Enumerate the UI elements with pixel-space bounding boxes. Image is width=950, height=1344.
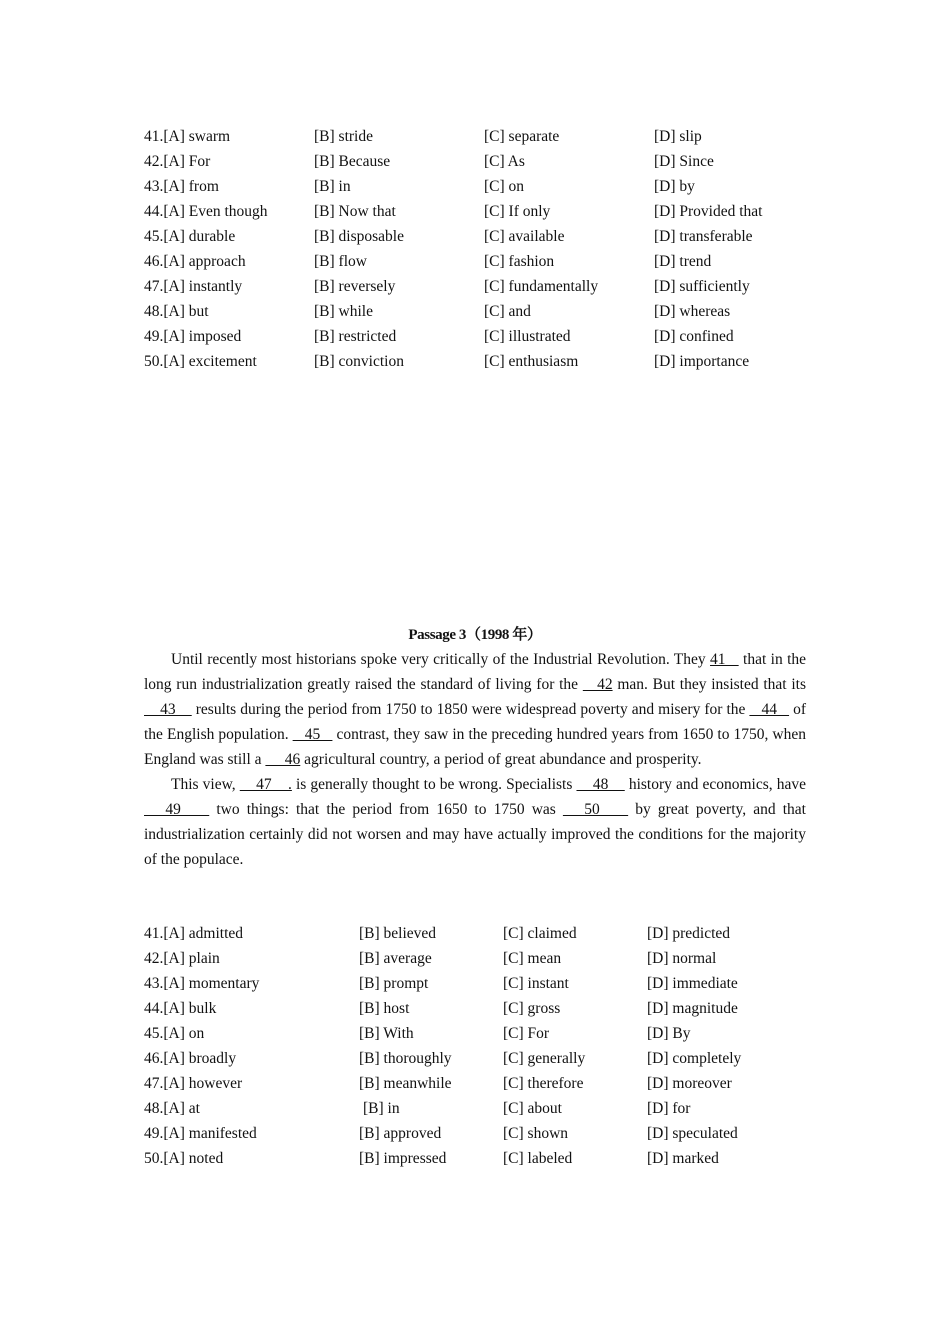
option-c: [C] generally xyxy=(503,1050,586,1067)
question-number: 45. xyxy=(144,1025,164,1042)
option-c: [C] separate xyxy=(484,128,560,145)
question-number: 47. xyxy=(144,278,164,295)
option-b: [B] reversely xyxy=(314,278,396,295)
option-b: [B] in xyxy=(314,178,351,195)
question-number: 48. xyxy=(144,1100,164,1117)
question-number: 44. xyxy=(144,1000,164,1017)
option-b: [B] conviction xyxy=(314,353,404,370)
text: This view, xyxy=(171,776,240,793)
option-c: [C] fashion xyxy=(484,253,555,270)
option-d: [D] slip xyxy=(654,128,702,145)
option-b: [B] in xyxy=(363,1100,400,1117)
question-number: 46. xyxy=(144,253,164,270)
blank-47: 47 . xyxy=(239,776,292,793)
option-b: [B] while xyxy=(314,303,373,320)
option-c: [C] about xyxy=(503,1100,562,1117)
option-a xyxy=(144,1046,236,1071)
option-a-text: [A] at xyxy=(163,1100,200,1117)
option-b: [B] host xyxy=(359,1000,410,1017)
option-c: [C] illustrated xyxy=(484,328,571,345)
option-b: [B] flow xyxy=(314,253,367,270)
option-a xyxy=(144,174,219,199)
option-a-text: [A] admitted xyxy=(163,925,244,942)
passage-paragraph-1 xyxy=(144,647,806,772)
option-c: [C] on xyxy=(484,178,525,195)
text: that in the long run industrialization greatly raised the standard of living for the xyxy=(144,651,807,693)
option-c: [C] gross xyxy=(503,1000,561,1017)
passage-paragraph-2 xyxy=(144,772,806,872)
question-number: 49. xyxy=(144,328,164,345)
option-a xyxy=(144,1146,223,1171)
option-a xyxy=(144,199,268,224)
option-a-text: [A] on xyxy=(163,1025,205,1042)
text: contrast, they saw in the preceding hundred years from 1650 to 1750, when England was still a xyxy=(144,726,807,768)
question-number: 50. xyxy=(144,1150,164,1167)
question-number: 42. xyxy=(144,153,164,170)
question-number: 43. xyxy=(144,975,164,992)
option-a-text: [A] however xyxy=(163,1075,243,1092)
question-number: 47. xyxy=(144,1075,164,1092)
option-d: [D] by xyxy=(654,178,695,195)
question-number: 41. xyxy=(144,925,164,942)
option-a xyxy=(144,124,230,149)
text: history and economics, have xyxy=(624,776,806,793)
question-number: 42. xyxy=(144,950,164,967)
option-a xyxy=(144,349,257,374)
option-a xyxy=(144,249,246,274)
option-c: [C] As xyxy=(484,153,525,170)
option-a xyxy=(144,1096,200,1121)
option-a-text: [A] swarm xyxy=(163,128,231,145)
text: agricultural country, a period of great abundance and prosperity. xyxy=(300,751,702,768)
blank-45: 45 xyxy=(292,726,333,743)
option-c: [C] and xyxy=(484,303,531,320)
option-a xyxy=(144,299,209,324)
option-a-text: [A] excitement xyxy=(163,353,257,370)
option-a-text: [A] manifested xyxy=(163,1125,257,1142)
question-number: 43. xyxy=(144,178,164,195)
option-a-text: [A] durable xyxy=(163,228,236,245)
option-c: [C] available xyxy=(484,228,565,245)
option-c: [C] shown xyxy=(503,1125,569,1142)
blank-43: 43 xyxy=(144,701,192,718)
option-b: [B] believed xyxy=(359,925,437,942)
blank-50: 50 xyxy=(562,801,629,818)
text: of the English population. xyxy=(144,701,807,743)
option-b: [B] restricted xyxy=(314,328,397,345)
passage-body xyxy=(144,647,806,872)
option-a-text: [A] For xyxy=(163,153,211,170)
option-d: [D] sufficiently xyxy=(654,278,750,295)
option-a xyxy=(144,971,259,996)
option-a-text: [A] noted xyxy=(163,1150,224,1167)
option-c: [C] mean xyxy=(503,950,562,967)
question-number: 50. xyxy=(144,353,164,370)
option-c: [C] If only xyxy=(484,203,551,220)
passage-title: Passage 3（1998 年） xyxy=(408,627,542,643)
blank-44: 44 xyxy=(749,701,790,718)
option-d: [D] Since xyxy=(654,153,714,170)
blank-42: 42 xyxy=(582,676,613,693)
blank-46: 46 xyxy=(265,751,301,768)
option-a-text: [A] but xyxy=(163,303,209,320)
option-a xyxy=(144,324,241,349)
option-b: [B] stride xyxy=(314,128,373,145)
option-d: [D] magnitude xyxy=(647,1000,738,1017)
option-a-text: [A] imposed xyxy=(163,328,242,345)
blank-49: 49 xyxy=(144,801,210,818)
question-number: 45. xyxy=(144,228,164,245)
question-number: 48. xyxy=(144,303,164,320)
option-a-text: [A] bulk xyxy=(163,1000,217,1017)
text: by great poverty, and that industrialization certainly did not worsen and may have actually improved the conditions for the majority of the populace. xyxy=(144,801,806,868)
option-c: [C] For xyxy=(503,1025,550,1042)
option-d: [D] transferable xyxy=(654,228,753,245)
option-d: [D] immediate xyxy=(647,975,738,992)
option-d: [D] whereas xyxy=(654,303,731,320)
option-a-text: [A] instantly xyxy=(163,278,243,295)
option-d: [D] Provided that xyxy=(654,203,763,220)
text: man. But they insisted that its xyxy=(612,676,806,693)
option-d: [D] marked xyxy=(647,1150,719,1167)
option-b: [B] Because xyxy=(314,153,391,170)
option-d: [D] By xyxy=(647,1025,691,1042)
option-a-text: [A] Even though xyxy=(163,203,268,220)
text: Until recently most historians spoke very critically of the Industrial Revolution. They xyxy=(171,651,711,668)
option-a xyxy=(144,921,243,946)
option-a-text: [A] momentary xyxy=(163,975,260,992)
option-d: [D] confined xyxy=(654,328,734,345)
option-d: [D] completely xyxy=(647,1050,742,1067)
text: is generally thought to be wrong. Specialists xyxy=(291,776,577,793)
option-c: [C] fundamentally xyxy=(484,278,599,295)
option-a-text: [A] plain xyxy=(163,950,220,967)
option-a xyxy=(144,996,216,1021)
blank-41: 41 xyxy=(710,651,739,668)
option-b: [B] Now that xyxy=(314,203,396,220)
option-c: [C] enthusiasm xyxy=(484,353,579,370)
option-a xyxy=(144,1021,204,1046)
option-d: [D] normal xyxy=(647,950,717,967)
option-d: [D] importance xyxy=(654,353,750,370)
option-a xyxy=(144,1121,257,1146)
option-c: [C] instant xyxy=(503,975,569,992)
option-a xyxy=(144,946,220,971)
option-a-text: [A] approach xyxy=(163,253,246,270)
option-a xyxy=(144,274,242,299)
option-a xyxy=(144,224,235,249)
blank-48: 48 xyxy=(576,776,625,793)
question-number: 41. xyxy=(144,128,164,145)
option-b: [B] With xyxy=(359,1025,414,1042)
text: results during the period from 1750 to 1850 were widespread poverty and misery for the xyxy=(191,701,750,718)
question-number: 49. xyxy=(144,1125,164,1142)
option-d: [D] moreover xyxy=(647,1075,732,1092)
option-b: [B] average xyxy=(359,950,432,967)
question-number: 46. xyxy=(144,1050,164,1067)
option-d: [D] for xyxy=(647,1100,691,1117)
option-b: [B] meanwhile xyxy=(359,1075,452,1092)
option-b: [B] disposable xyxy=(314,228,404,245)
option-c: [C] labeled xyxy=(503,1150,573,1167)
option-d: [D] trend xyxy=(654,253,712,270)
option-b: [B] impressed xyxy=(359,1150,447,1167)
option-c: [C] claimed xyxy=(503,925,577,942)
option-b: [B] thoroughly xyxy=(359,1050,452,1067)
question-number: 44. xyxy=(144,203,164,220)
option-a-text: [A] broadly xyxy=(163,1050,237,1067)
option-a xyxy=(144,149,210,174)
option-c: [C] therefore xyxy=(503,1075,584,1092)
option-a xyxy=(144,1071,242,1096)
option-b: [B] prompt xyxy=(359,975,429,992)
option-d: [D] speculated xyxy=(647,1125,738,1142)
text: two things: that the period from 1650 to 1750 was xyxy=(209,801,563,818)
option-b: [B] approved xyxy=(359,1125,442,1142)
option-a-text: [A] from xyxy=(163,178,219,195)
option-d: [D] predicted xyxy=(647,925,731,942)
